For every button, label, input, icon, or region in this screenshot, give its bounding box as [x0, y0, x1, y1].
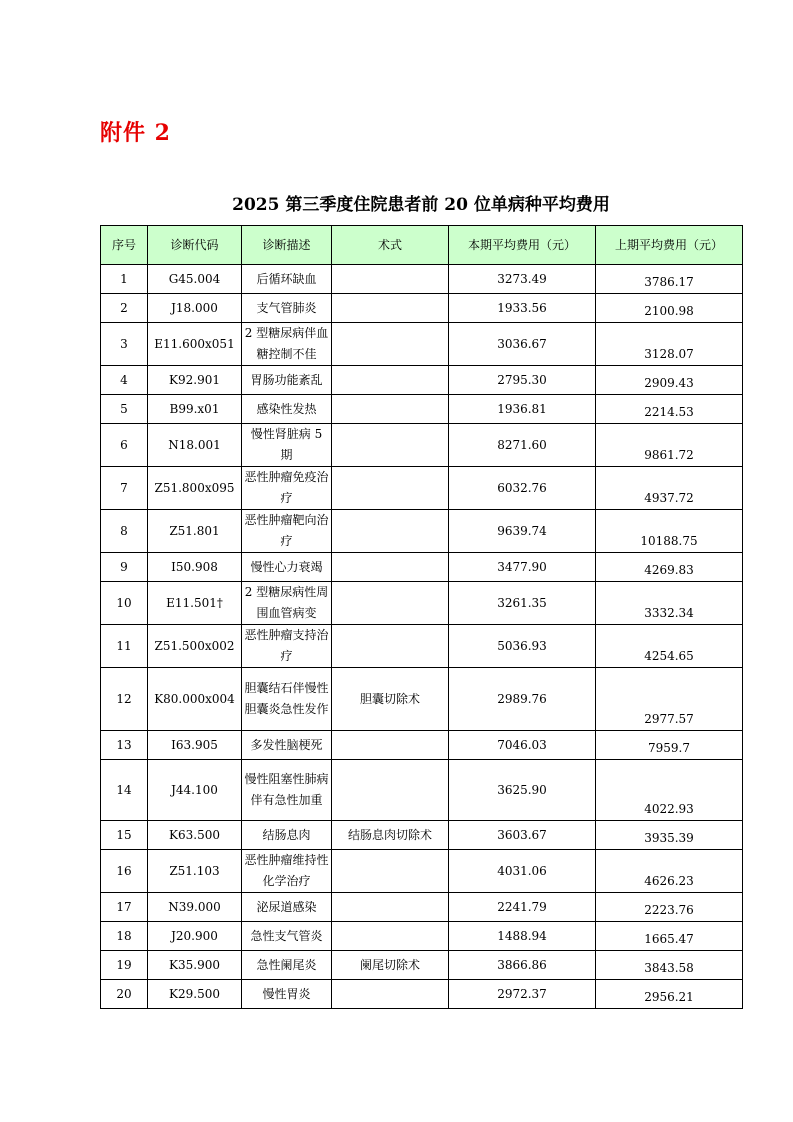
cell-seq: 2	[101, 294, 148, 323]
header-desc: 诊断描述	[242, 226, 332, 265]
cell-code: J20.900	[148, 922, 242, 951]
cell-current-fee: 2989.76	[449, 668, 596, 731]
cell-seq: 10	[101, 582, 148, 625]
cell-previous-fee: 4937.72	[596, 467, 743, 510]
cell-seq: 5	[101, 395, 148, 424]
cell-surgery	[332, 893, 449, 922]
cell-desc: 2 型糖尿病性周围血管病变	[242, 582, 332, 625]
cell-seq: 6	[101, 424, 148, 467]
cell-desc: 急性阑尾炎	[242, 951, 332, 980]
cell-current-fee: 8271.60	[449, 424, 596, 467]
table-row	[101, 625, 743, 668]
table-row	[101, 510, 743, 553]
cell-previous-fee: 4254.65	[596, 625, 743, 668]
cell-desc: 胃肠功能紊乱	[242, 366, 332, 395]
header-surgery: 术式	[332, 226, 449, 265]
table-row	[101, 980, 743, 1009]
cell-desc: 恶性肿瘤支持治疗	[242, 625, 332, 668]
cell-previous-fee: 2956.21	[596, 980, 743, 1009]
cell-current-fee: 3866.86	[449, 951, 596, 980]
cell-current-fee: 6032.76	[449, 467, 596, 510]
cell-desc: 恶性肿瘤靶向治疗	[242, 510, 332, 553]
cell-current-fee: 4031.06	[449, 850, 596, 893]
cell-desc: 恶性肿瘤维持性化学治疗	[242, 850, 332, 893]
table-row	[101, 395, 743, 424]
cell-desc: 后循环缺血	[242, 265, 332, 294]
cell-seq: 13	[101, 731, 148, 760]
attachment-label: 附件 2	[100, 120, 171, 146]
table-row	[101, 582, 743, 625]
cell-current-fee: 3261.35	[449, 582, 596, 625]
cell-code: Z51.500x002	[148, 625, 242, 668]
cell-seq: 11	[101, 625, 148, 668]
cell-current-fee: 3625.90	[449, 760, 596, 821]
cell-seq: 12	[101, 668, 148, 731]
cell-previous-fee: 3935.39	[596, 821, 743, 850]
cell-current-fee: 1933.56	[449, 294, 596, 323]
table-row	[101, 951, 743, 980]
cell-desc: 2 型糖尿病伴血糖控制不佳	[242, 323, 332, 366]
cell-seq: 3	[101, 323, 148, 366]
cell-seq: 7	[101, 467, 148, 510]
cell-current-fee: 1936.81	[449, 395, 596, 424]
cell-desc: 慢性心力衰竭	[242, 553, 332, 582]
cell-previous-fee: 3786.17	[596, 265, 743, 294]
cell-surgery	[332, 625, 449, 668]
cell-surgery	[332, 366, 449, 395]
cell-surgery	[332, 760, 449, 821]
cell-previous-fee: 10188.75	[596, 510, 743, 553]
table-row	[101, 668, 743, 731]
cell-code: I50.908	[148, 553, 242, 582]
cell-previous-fee: 3332.34	[596, 582, 743, 625]
cell-surgery: 胆囊切除术	[332, 668, 449, 731]
cell-surgery	[332, 850, 449, 893]
cell-seq: 8	[101, 510, 148, 553]
cell-current-fee: 2972.37	[449, 980, 596, 1009]
cell-desc: 泌尿道感染	[242, 893, 332, 922]
cell-code: K80.000x004	[148, 668, 242, 731]
cell-desc: 支气管肺炎	[242, 294, 332, 323]
table-row	[101, 424, 743, 467]
cell-previous-fee: 4269.83	[596, 553, 743, 582]
fee-table	[100, 225, 743, 1009]
cell-desc: 胆囊结石伴慢性胆囊炎急性发作	[242, 668, 332, 731]
cell-desc: 结肠息肉	[242, 821, 332, 850]
table-row	[101, 467, 743, 510]
cell-current-fee: 5036.93	[449, 625, 596, 668]
cell-desc: 急性支气管炎	[242, 922, 332, 951]
cell-desc: 感染性发热	[242, 395, 332, 424]
cell-seq: 16	[101, 850, 148, 893]
cell-code: J18.000	[148, 294, 242, 323]
cell-seq: 18	[101, 922, 148, 951]
cell-surgery	[332, 980, 449, 1009]
cell-code: Z51.801	[148, 510, 242, 553]
cell-code: K35.900	[148, 951, 242, 980]
cell-seq: 20	[101, 980, 148, 1009]
cell-desc: 慢性胃炎	[242, 980, 332, 1009]
cell-desc: 多发性脑梗死	[242, 731, 332, 760]
table-row	[101, 553, 743, 582]
cell-surgery	[332, 424, 449, 467]
cell-previous-fee: 2214.53	[596, 395, 743, 424]
cell-code: K63.500	[148, 821, 242, 850]
cell-surgery: 阑尾切除术	[332, 951, 449, 980]
cell-surgery: 结肠息肉切除术	[332, 821, 449, 850]
cell-seq: 17	[101, 893, 148, 922]
cell-previous-fee: 3843.58	[596, 951, 743, 980]
cell-current-fee: 9639.74	[449, 510, 596, 553]
page-title: 2025 第三季度住院患者前 20 位单病种平均费用	[232, 195, 610, 215]
header-previous-fee: 上期平均费用（元）	[596, 226, 743, 265]
table-row	[101, 850, 743, 893]
cell-previous-fee: 7959.7	[596, 731, 743, 760]
cell-surgery	[332, 265, 449, 294]
cell-code: N39.000	[148, 893, 242, 922]
cell-previous-fee: 3128.07	[596, 323, 743, 366]
cell-current-fee: 3603.67	[449, 821, 596, 850]
table-row	[101, 731, 743, 760]
cell-previous-fee: 2977.57	[596, 668, 743, 731]
cell-current-fee: 1488.94	[449, 922, 596, 951]
cell-seq: 1	[101, 265, 148, 294]
header-current-fee: 本期平均费用（元）	[449, 226, 596, 265]
cell-previous-fee: 2909.43	[596, 366, 743, 395]
cell-code: K29.500	[148, 980, 242, 1009]
cell-current-fee: 3477.90	[449, 553, 596, 582]
cell-previous-fee: 2100.98	[596, 294, 743, 323]
cell-previous-fee: 2223.76	[596, 893, 743, 922]
table-row	[101, 265, 743, 294]
cell-code: N18.001	[148, 424, 242, 467]
cell-current-fee: 3036.67	[449, 323, 596, 366]
cell-previous-fee: 4022.93	[596, 760, 743, 821]
cell-surgery	[332, 731, 449, 760]
cell-current-fee: 3273.49	[449, 265, 596, 294]
table-row	[101, 294, 743, 323]
cell-previous-fee: 1665.47	[596, 922, 743, 951]
cell-code: G45.004	[148, 265, 242, 294]
cell-surgery	[332, 323, 449, 366]
cell-surgery	[332, 510, 449, 553]
cell-surgery	[332, 582, 449, 625]
cell-desc: 慢性肾脏病 5 期	[242, 424, 332, 467]
cell-code: Z51.103	[148, 850, 242, 893]
cell-code: K92.901	[148, 366, 242, 395]
cell-surgery	[332, 922, 449, 951]
cell-code: B99.x01	[148, 395, 242, 424]
cell-code: E11.600x051	[148, 323, 242, 366]
cell-seq: 4	[101, 366, 148, 395]
table-row	[101, 821, 743, 850]
cell-seq: 19	[101, 951, 148, 980]
table-row	[101, 760, 743, 821]
cell-seq: 14	[101, 760, 148, 821]
cell-previous-fee: 9861.72	[596, 424, 743, 467]
cell-current-fee: 2241.79	[449, 893, 596, 922]
cell-seq: 15	[101, 821, 148, 850]
cell-surgery	[332, 553, 449, 582]
header-code: 诊断代码	[148, 226, 242, 265]
cell-seq: 9	[101, 553, 148, 582]
table-header-row	[101, 226, 743, 265]
cell-code: Z51.800x095	[148, 467, 242, 510]
cell-current-fee: 2795.30	[449, 366, 596, 395]
table-row	[101, 893, 743, 922]
table-row	[101, 323, 743, 366]
table-row	[101, 922, 743, 951]
cell-desc: 慢性阻塞性肺病伴有急性加重	[242, 760, 332, 821]
header-seq: 序号	[101, 226, 148, 265]
cell-current-fee: 7046.03	[449, 731, 596, 760]
cell-desc: 恶性肿瘤免疫治疗	[242, 467, 332, 510]
cell-surgery	[332, 294, 449, 323]
cell-previous-fee: 4626.23	[596, 850, 743, 893]
cell-code: I63.905	[148, 731, 242, 760]
cell-code: E11.501†	[148, 582, 242, 625]
table-row	[101, 366, 743, 395]
cell-surgery	[332, 467, 449, 510]
cell-code: J44.100	[148, 760, 242, 821]
cell-surgery	[332, 395, 449, 424]
